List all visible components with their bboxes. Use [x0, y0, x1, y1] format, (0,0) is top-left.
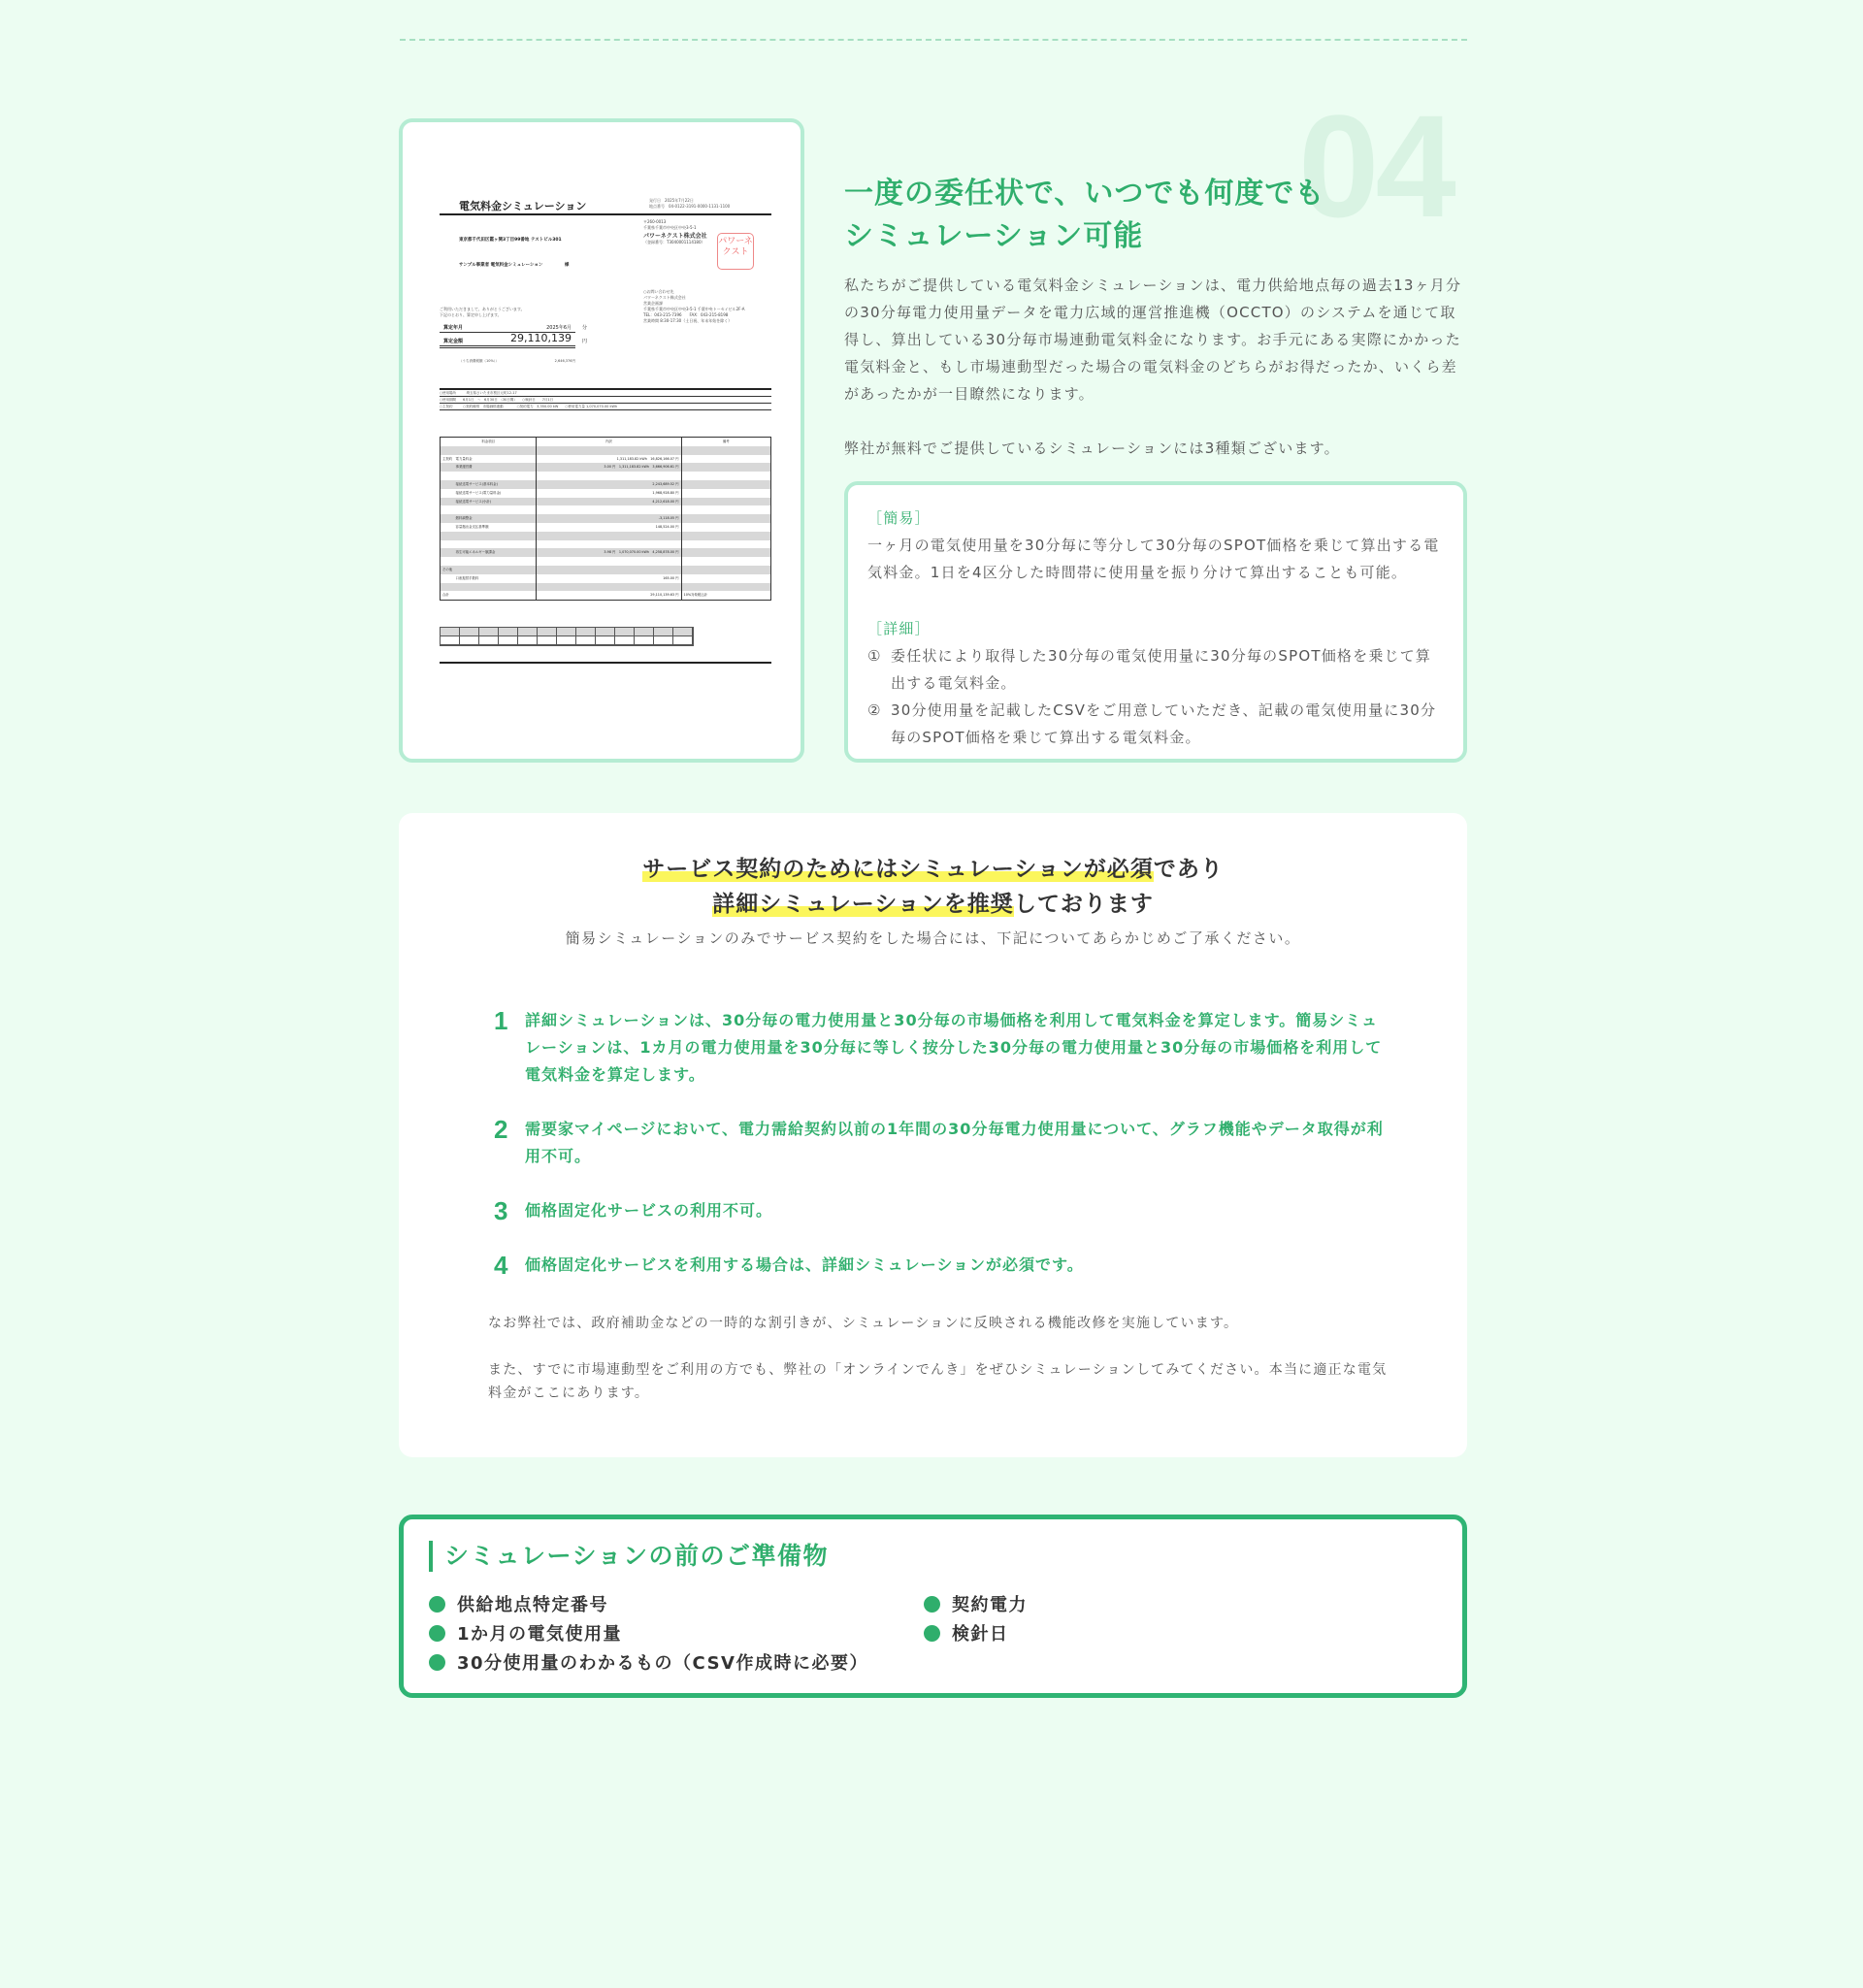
type-simple-label: ［簡易］: [867, 509, 931, 527]
notice-footnote: また、すでに市場連動型をご利用の方でも、弊社の「オンラインでんき」をぜひシミュレーションしてみてください。本当に適正な電気料金がここにあります。: [488, 1362, 1388, 1401]
type-detail-label: ［詳細］: [867, 620, 931, 637]
company-seal-stamp: パワーネクスト: [717, 233, 754, 270]
doc-usage-info: ○使用場所 埼玉県さいたま市桜区元町12-17 ○使用期間 6月1日 ～ 6月30日 （30日間） ○検針日 7月1日 ○主契約 ○契約種別 市場価格連動 ○契約電力 3,350.00 kW ○使用電力量 1,070,070.00 kWh: [440, 390, 771, 410]
type-detail-item: ① 委任状により取得した30分毎の電気使用量に30分毎のSPOT価格を乗じて算出する電気料金。: [867, 647, 1432, 692]
doc-calc-amount: 算定金額 29,110,139 円: [440, 345, 575, 348]
preparation-list-right: [924, 1589, 1028, 1647]
doc-calc-month: 算定年月 2025年6月 分: [440, 332, 575, 333]
notice-headline: サービス契約のためにはシミュレーションが必須であり 詳細シミュレーションを推奨しております: [642, 857, 1224, 917]
doc-meta: 発行日 2025年7月22日 地点番号 04-0122-3191-0000-1131-1100: [649, 198, 731, 209]
type-detail-item: ② 30分使用量を記載したCSVをご用意していただき、記載の電気使用量に30分毎のSPOT価格を乗じて算出する電気料金。: [867, 701, 1437, 746]
doc-charges-table: 料金項目 内訳 備考 主契約 電力量料金 1,311,183.82 kWh 16,826,166.07 円 事業運営費 3.00 円 1,311,183.82 kWh 3,666,906.61 円 接続送電サービス(基本料金) 2,243,689.52 円 接続送電サービス(電力量料金) 1,968,928.80 円 接続送電サービス(小計) 4,212,618.00 円 燃料調整金 -3,118.05 円 容量拠出金支払基準額 148,524.00 円 再生可能エネルギー賦課金 3.98 円 1,070,070.00 kWh 4,258,878.00 円 その他 口座振替手数料 165.00 円 合計 29,110,139.63 円 10%対象税込計: [440, 437, 771, 601]
preparation-item: 30分使用量のわかるもの（CSV作成時に必要）: [429, 1647, 868, 1677]
bullet-icon: [924, 1596, 940, 1613]
notice-subtitle: 簡易シミュレーションのみでサービス契約をした場合には、下記についてあらかじめご了承ください。: [565, 929, 1301, 947]
doc-blank-grid: [440, 627, 694, 646]
preparation-item: 検針日: [924, 1618, 1028, 1647]
section-description: 私たちがご提供している電気料金シミュレーションは、電力供給地点毎の過去13ヶ月分の30分毎電力使用量データを電力広域的運営推進機（OCCTO）のシステムを通じて取得し、算出している30分毎市場連動電気料金になります。お手元にある実際にかかった電気料金と、もし市場連動型だった場合の電気料金のどちらがお得だったか、いくら差があったかが一目瞭然になります。: [844, 277, 1462, 403]
doc-contact: ○お問い合わせ先 パワーネクスト株式会社 営業企画課 千葉県千葉市中央区中央3-5-1 千葉中央トーセイビル2F-A TEL：043-215-7396 FAX：043-215-8198 営業時間 8:30-17:30（土日祝、年末年始を除く）: [643, 289, 745, 323]
type-simple-description: 一ヶ月の電気使用量を30分毎に等分して30分毎のSPOT価格を乗じて算出する電気料金。1日を4区分した時間帯に使用量を振り分けて算出することも可能。: [867, 537, 1440, 581]
doc-title: 電気料金シミュレーション: [459, 200, 587, 212]
notice-list: [492, 1007, 1385, 1306]
section-number: 04: [1298, 84, 1453, 247]
doc-thanks: ご利用いただきまして、ありがとうございます。 下記のとおり、算定申し上げます。: [440, 307, 525, 317]
sample-document-card: [399, 118, 804, 763]
preparation-title: シミュレーションの前のご準備物: [429, 1541, 829, 1572]
notice-item: 4 価格固定化サービスを利用する場合は、詳細シミュレーションが必須です。: [494, 1251, 1084, 1280]
notice-item: 3 価格固定化サービスの利用不可。: [494, 1196, 773, 1225]
preparation-item: 1か月の電気使用量: [429, 1618, 868, 1647]
doc-customer-address: 東京都千代田区霞ヶ関3丁目99番地 テストビル301: [459, 238, 562, 243]
notice-card: [399, 813, 1467, 1457]
simulation-types-card: [844, 481, 1467, 763]
section-types-intro: 弊社が無料でご提供しているシミュレーションには3種類ございます。: [844, 440, 1340, 457]
section-title: 一度の委任状で、いつでも何度でも シミュレーション可能: [844, 177, 1325, 253]
doc-tax: （うち消費税額（10%）） 2,646,376 円: [459, 359, 575, 363]
bullet-icon: [924, 1625, 940, 1642]
preparation-item: 供給地点特定番号: [429, 1589, 868, 1618]
preparation-list-left: [429, 1589, 868, 1677]
preparation-item: 契約電力: [924, 1589, 1028, 1618]
dashed-divider: [400, 39, 1467, 41]
bullet-icon: [429, 1654, 445, 1671]
bullet-icon: [429, 1625, 445, 1642]
bullet-icon: [429, 1596, 445, 1613]
doc-customer-name: サンプル事業者 電気料金シミュレーション 様: [459, 263, 570, 268]
notice-item: 1 詳細シミュレーションは、30分毎の電力使用量と30分毎の市場価格を利用して電気料金を算定します。簡易シミュレーションは、1カ月の電力使用量を30分毎に等しく按分した30分毎の電力使用量と30分毎の市場価格を利用して電気料金を算定します。: [494, 1006, 1383, 1084]
notice-item: 2 需要家マイページにおいて、電力需給契約以前の1年間の30分毎電力使用量について、グラフ機能やデータ取得が利用不可。: [494, 1115, 1384, 1165]
doc-rule: [440, 662, 771, 664]
doc-rule: [440, 213, 771, 215]
preparation-card: [399, 1515, 1467, 1698]
doc-company: 〒260-0013 千葉県千葉市中央区中央3-5-1 パワーネクスト株式会社 （登録番号：T3040001114180）: [643, 219, 707, 244]
notice-footnote: なお弊社では、政府補助金などの一時的な割引きが、シミュレーションに反映される機能改修を実施しています。: [488, 1316, 1239, 1331]
